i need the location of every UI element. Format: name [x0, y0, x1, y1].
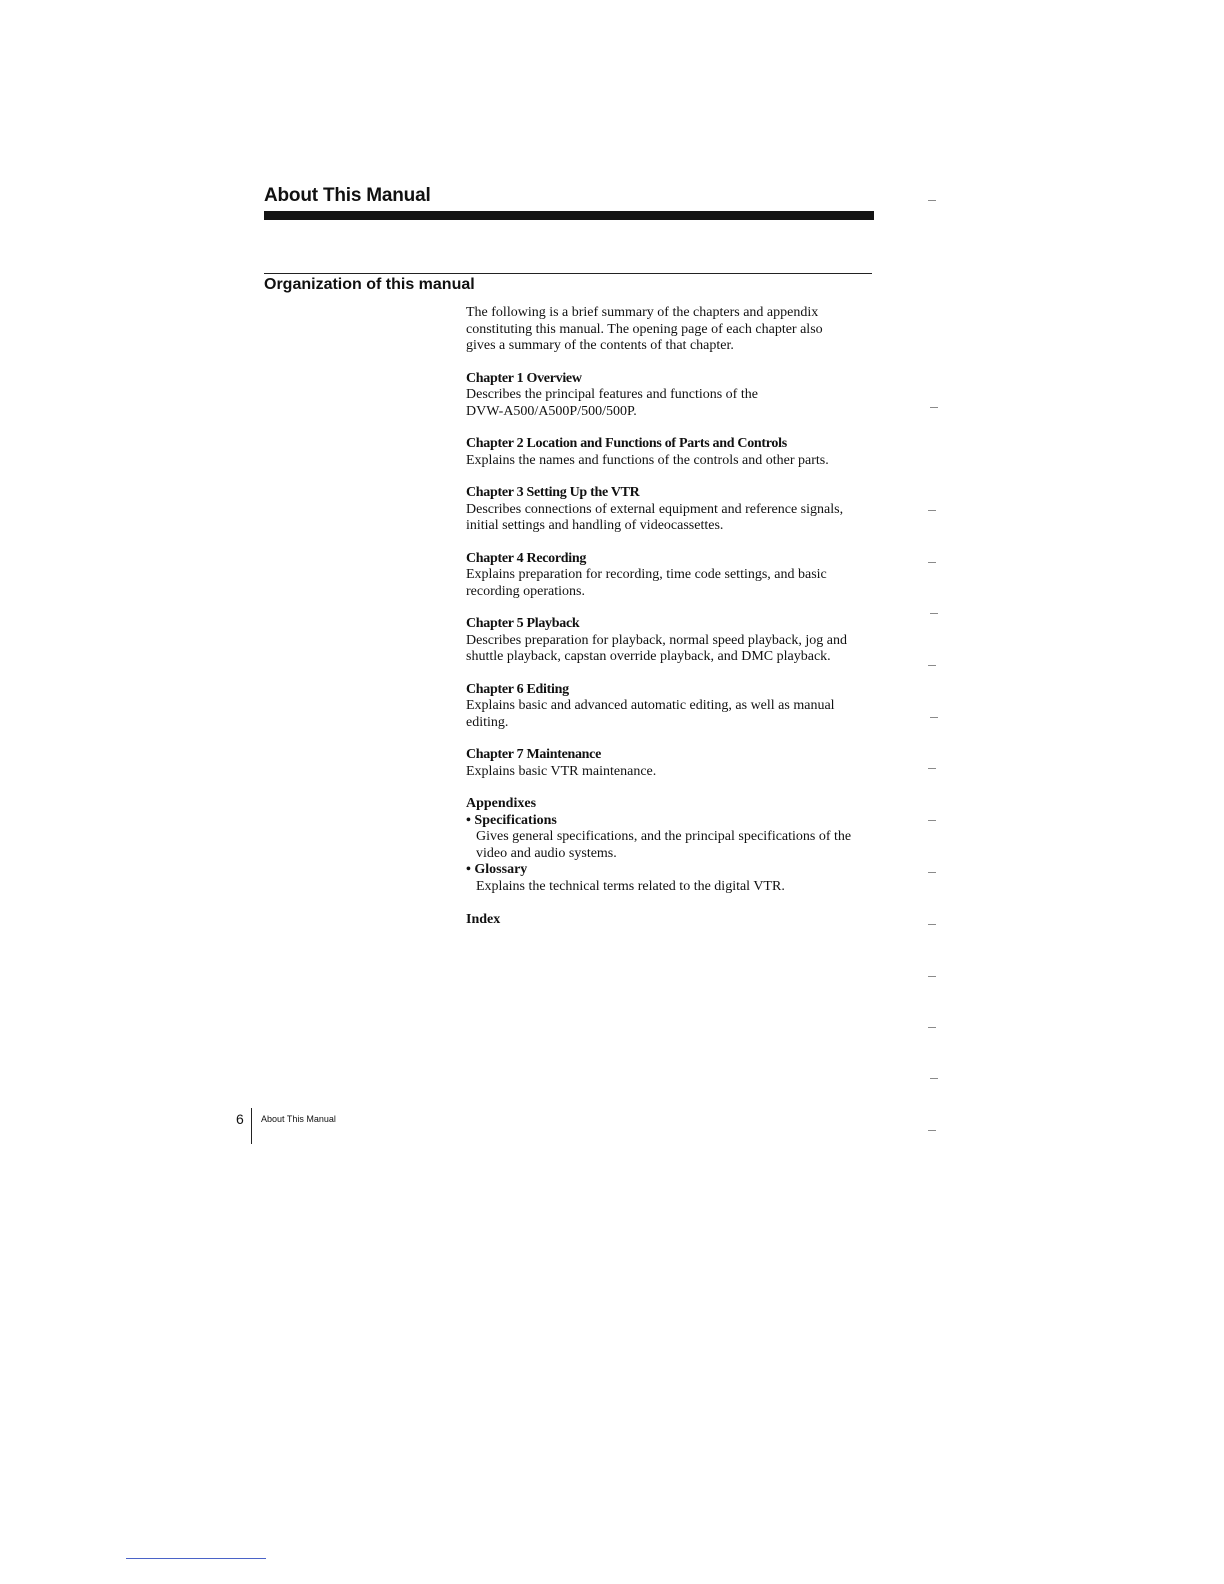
chapter-description-line: Explains preparation for recording, time code settings, and basic	[466, 567, 827, 582]
appendixes-title: Appendixes	[466, 796, 537, 811]
appendix-item-specifications	[466, 813, 886, 863]
appendix-item-title: • Specifications	[466, 812, 557, 828]
margin-tick	[930, 613, 938, 614]
appendix-item-title: • Glossary	[466, 862, 528, 877]
margin-tick	[928, 976, 936, 977]
chapter-description-line: Explains basic and advanced automatic editing, as well as manual	[466, 698, 835, 713]
margin-tick	[928, 1027, 936, 1028]
margin-tick	[928, 510, 936, 511]
index-entry: Index	[466, 912, 501, 927]
chapter-title: Chapter 5 Playback	[466, 616, 580, 631]
margin-tick	[928, 924, 936, 925]
chapter-title: Chapter 2 Location and Functions of Parts and Controls	[466, 436, 787, 451]
appendix-item-description-line: Explains the technical terms related to the digital VTR.	[476, 878, 785, 894]
intro-line: The following is a brief summary of the chapters and appendix	[466, 305, 819, 320]
chapter-description-line: DVW-A500/A500P/500/500P.	[466, 403, 637, 419]
intro-line: gives a summary of the contents of that chapter.	[466, 338, 734, 353]
page-header	[264, 184, 874, 208]
chapter-description-line: shuttle playback, capstan override playback, and DMC playback.	[466, 649, 831, 664]
chapter-title: Chapter 1 Overview	[466, 370, 582, 386]
chapter-title: Chapter 3 Setting Up the VTR	[466, 485, 640, 500]
body-column	[466, 305, 886, 929]
chapter-description-line: Explains the names and functions of the controls and other parts.	[466, 452, 829, 468]
margin-tick	[930, 407, 938, 408]
appendix-item-glossary	[466, 862, 886, 895]
appendix-item-description-line: video and audio systems.	[476, 845, 617, 861]
intro-line: constituting this manual. The opening page of each chapter also	[466, 321, 823, 337]
intro-paragraph	[466, 305, 886, 355]
chapter-description-line: Describes the principal features and functions of the	[466, 387, 758, 402]
margin-tick	[930, 717, 938, 718]
margin-tick	[930, 1078, 938, 1079]
page-number: 6	[236, 1111, 244, 1127]
chapter-title: Chapter 7 Maintenance	[466, 747, 601, 762]
chapter-7-entry	[466, 747, 886, 780]
chapter-3-entry	[466, 485, 886, 535]
chapter-description-line: Describes connections of external equipment and reference signals,	[466, 501, 844, 517]
footer-separator	[251, 1108, 252, 1144]
margin-tick	[928, 872, 936, 873]
bottom-rule	[126, 1558, 266, 1559]
appendixes-entry	[466, 796, 886, 895]
chapter-4-entry	[466, 551, 886, 601]
chapter-description-line: editing.	[466, 714, 509, 730]
section-rule	[264, 273, 872, 274]
chapter-6-entry	[466, 682, 886, 732]
chapter-5-entry	[466, 616, 886, 666]
chapter-title: Chapter 6 Editing	[466, 681, 569, 697]
chapter-description-line: initial settings and handling of videocassettes.	[466, 518, 724, 533]
chapter-description-line: Explains basic VTR maintenance.	[466, 763, 657, 779]
margin-tick	[928, 200, 936, 201]
header-bar	[264, 211, 874, 220]
chapter-1-entry	[466, 371, 886, 421]
chapter-description-line: Describes preparation for playback, normal speed playback, jog and	[466, 632, 847, 648]
page-title: About This Manual	[264, 185, 431, 206]
margin-tick	[928, 562, 936, 563]
chapter-description-line: recording operations.	[466, 583, 585, 599]
appendix-item-description-line: Gives general specifications, and the principal specifications of the	[476, 829, 852, 844]
section-heading: Organization of this manual	[264, 276, 475, 293]
footer-running-title: About This Manual	[261, 1114, 336, 1124]
margin-tick	[928, 768, 936, 769]
chapter-2-entry	[466, 436, 886, 469]
margin-tick	[928, 665, 936, 666]
margin-tick	[928, 1130, 936, 1131]
margin-tick	[928, 820, 936, 821]
chapter-title: Chapter 4 Recording	[466, 550, 587, 566]
